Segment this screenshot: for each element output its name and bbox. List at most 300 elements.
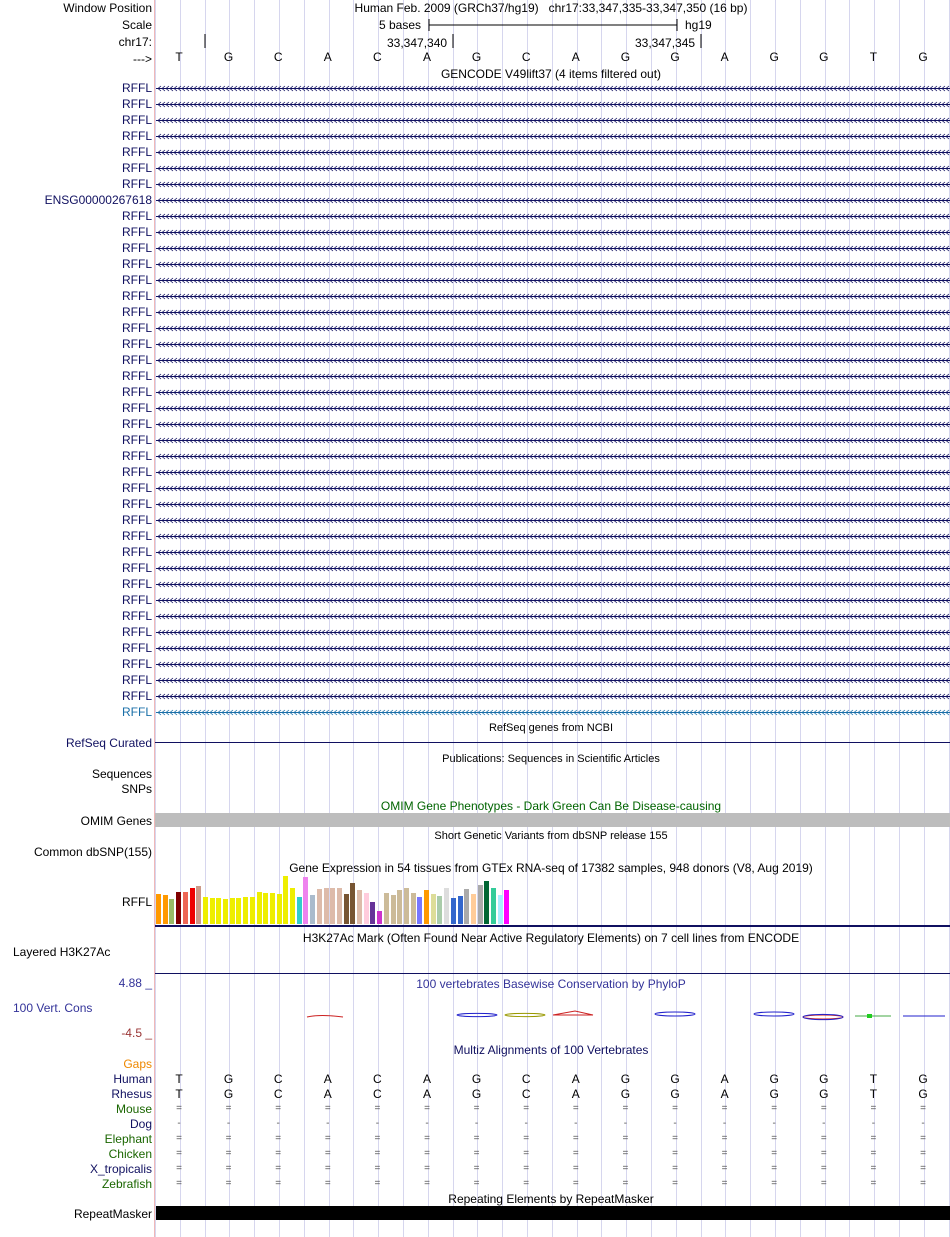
scale-label: Scale bbox=[121, 18, 152, 32]
alignment-base: C bbox=[373, 1072, 382, 1086]
dbsnp-label[interactable]: Common dbSNP(155) bbox=[33, 845, 152, 859]
gencode-row-label[interactable]: RFFL bbox=[122, 401, 152, 415]
phylop-track-label[interactable]: 100 Vert. Cons bbox=[13, 1001, 93, 1015]
gtex-tissue-bar[interactable] bbox=[330, 888, 335, 924]
alignment-base: = bbox=[771, 1133, 778, 1144]
alignment-base: = bbox=[225, 1148, 232, 1159]
repeatmasker-block[interactable] bbox=[156, 1206, 950, 1220]
gencode-transcript-line[interactable] bbox=[156, 214, 950, 219]
gencode-row-label[interactable]: RFFL bbox=[122, 545, 152, 559]
gencode-transcript-line[interactable] bbox=[156, 550, 950, 555]
gencode-row-label[interactable]: RFFL bbox=[122, 417, 152, 431]
alignment-base: = bbox=[820, 1103, 827, 1114]
gencode-transcript-line[interactable] bbox=[156, 246, 950, 251]
gencode-transcript-line[interactable] bbox=[156, 614, 950, 619]
gtex-tissue-bar[interactable] bbox=[230, 898, 235, 924]
gtex-tissue-bar[interactable] bbox=[190, 888, 195, 924]
alignment-base: - bbox=[375, 1118, 380, 1129]
alignment-base: = bbox=[374, 1163, 381, 1174]
track-image-area[interactable] bbox=[155, 0, 950, 1237]
gtex-tissue-bar[interactable] bbox=[364, 893, 369, 924]
alignment-base: A bbox=[422, 1087, 432, 1101]
alignment-base: - bbox=[623, 1118, 628, 1129]
gtex-tissue-bar[interactable] bbox=[350, 883, 355, 924]
gencode-row-label[interactable]: ENSG00000267618 bbox=[44, 193, 152, 207]
gencode-row-label[interactable]: RFFL bbox=[122, 385, 152, 399]
gtex-tissue-bar[interactable] bbox=[464, 889, 469, 924]
gtex-tissue-bar[interactable] bbox=[223, 899, 228, 924]
gtex-tissue-bar[interactable] bbox=[384, 893, 389, 924]
gencode-transcript-line[interactable] bbox=[156, 486, 950, 491]
gtex-tissue-bar[interactable] bbox=[169, 899, 174, 924]
alignment-base: = bbox=[721, 1163, 728, 1174]
base-letter: C bbox=[373, 50, 382, 64]
window-position-label: Window Position bbox=[63, 1, 152, 15]
gtex-tissue-bar[interactable] bbox=[478, 885, 483, 924]
alignment-base: = bbox=[473, 1148, 480, 1159]
alignment-base: = bbox=[820, 1178, 827, 1189]
gtex-tissue-bar[interactable] bbox=[504, 890, 509, 924]
gencode-transcript-line[interactable] bbox=[156, 326, 950, 331]
gencode-transcript-line[interactable] bbox=[156, 582, 950, 587]
base-letter: C bbox=[521, 50, 531, 64]
alignment-base: G bbox=[471, 1087, 482, 1101]
gtex-tissue-bar[interactable] bbox=[484, 881, 489, 924]
alignment-base: = bbox=[920, 1103, 926, 1114]
alignment-base: A bbox=[323, 1087, 332, 1101]
gtex-tissue-bar[interactable] bbox=[163, 895, 168, 924]
gencode-transcript-line[interactable] bbox=[156, 134, 950, 139]
gencode-row-label[interactable]: RFFL bbox=[122, 529, 152, 543]
gencode-transcript-line[interactable] bbox=[156, 166, 950, 171]
alignment-base: - bbox=[822, 1118, 826, 1129]
gencode-row-label[interactable]: RFFL bbox=[122, 705, 152, 719]
species-label: Elephant bbox=[104, 1132, 152, 1146]
gencode-transcript-line[interactable] bbox=[156, 630, 950, 635]
alignment-base: = bbox=[523, 1163, 530, 1174]
gtex-tissue-bar[interactable] bbox=[156, 894, 161, 924]
coord-label-1: 33,347,340 bbox=[387, 36, 448, 50]
h3k27ac-label[interactable]: Layered H3K27Ac bbox=[13, 945, 111, 959]
alignment-base: G bbox=[819, 1087, 829, 1101]
alignment-base: - bbox=[574, 1118, 578, 1129]
alignment-base: = bbox=[870, 1178, 877, 1189]
base-letter: A bbox=[323, 50, 332, 64]
publications-label-snps[interactable]: SNPs bbox=[121, 782, 152, 796]
alignment-base: - bbox=[524, 1118, 528, 1129]
h3k27ac-track-title: H3K27Ac Mark (Often Found Near Active Regulatory Elements) on 7 cell lines from ENCODE bbox=[302, 931, 800, 945]
gencode-row-label[interactable]: RFFL bbox=[122, 593, 152, 607]
track-labels-column bbox=[0, 0, 154, 1237]
gencode-transcript-line[interactable] bbox=[156, 454, 950, 459]
alignment-base: = bbox=[572, 1163, 579, 1174]
alignment-base: = bbox=[523, 1103, 530, 1114]
gaps-label: Gaps bbox=[123, 1057, 152, 1071]
gtex-tissue-bar[interactable] bbox=[257, 892, 262, 924]
gencode-row-label[interactable]: RFFL bbox=[122, 273, 152, 287]
refseq-track-title: RefSeq genes from NCBI bbox=[488, 722, 614, 734]
species-label: Human bbox=[113, 1072, 152, 1086]
base-letter: A bbox=[571, 50, 580, 64]
alignment-base: A bbox=[422, 1072, 432, 1086]
gencode-row-label[interactable]: RFFL bbox=[122, 657, 152, 671]
alignment-base: = bbox=[622, 1103, 629, 1114]
alignment-base: = bbox=[721, 1133, 728, 1144]
gtex-tissue-bar[interactable] bbox=[444, 888, 449, 924]
gencode-transcript-line[interactable] bbox=[156, 390, 950, 395]
gtex-tissue-bar[interactable] bbox=[250, 897, 255, 924]
gencode-row-label[interactable]: RFFL bbox=[122, 513, 152, 527]
gencode-row-label[interactable]: RFFL bbox=[122, 561, 152, 575]
gencode-row-label[interactable]: RFFL bbox=[122, 609, 152, 623]
alignment-base: = bbox=[672, 1163, 678, 1174]
base-letter: G bbox=[918, 50, 928, 64]
gtex-tissue-bar[interactable] bbox=[283, 876, 288, 924]
alignment-base: G bbox=[918, 1072, 928, 1086]
gtex-tissue-bar[interactable] bbox=[498, 895, 503, 924]
alignment-base: = bbox=[622, 1178, 629, 1189]
alignment-base: = bbox=[176, 1103, 182, 1114]
gtex-tissue-bar[interactable] bbox=[303, 877, 308, 924]
alignment-base: = bbox=[721, 1148, 728, 1159]
gtex-tissue-bar[interactable] bbox=[203, 897, 208, 924]
alignment-base: = bbox=[275, 1163, 282, 1174]
alignment-base: = bbox=[225, 1133, 232, 1144]
phylop-ymin-label: -4.5 _ bbox=[121, 1026, 152, 1040]
gtex-tissue-bar[interactable] bbox=[216, 898, 221, 924]
gencode-transcript-line[interactable] bbox=[156, 422, 950, 427]
gencode-row-label[interactable]: RFFL bbox=[122, 209, 152, 223]
gencode-transcript-line[interactable] bbox=[156, 470, 950, 475]
alignment-base: = bbox=[870, 1103, 877, 1114]
gtex-tissue-bar[interactable] bbox=[451, 898, 456, 924]
alignment-base: = bbox=[672, 1178, 678, 1189]
gtex-tissue-bar[interactable] bbox=[176, 892, 181, 924]
alignment-base: - bbox=[871, 1118, 876, 1129]
phylop-track-title: 100 vertebrates Basewise Conservation by PhyloP bbox=[416, 977, 686, 991]
alignment-base: = bbox=[176, 1178, 182, 1189]
alignment-base: = bbox=[275, 1178, 282, 1189]
alignment-base: = bbox=[721, 1178, 728, 1189]
alignment-base: = bbox=[424, 1148, 430, 1159]
gencode-track-title: GENCODE V49lift37 (4 items filtered out) bbox=[440, 67, 662, 81]
alignment-base: = bbox=[473, 1103, 480, 1114]
publications-track-title: Publications: Sequences in Scientific Articles bbox=[442, 753, 660, 765]
gencode-row-label[interactable]: RFFL bbox=[122, 481, 152, 495]
alignment-base: = bbox=[523, 1178, 530, 1189]
alignment-base: = bbox=[324, 1133, 331, 1144]
alignment-base: - bbox=[226, 1118, 231, 1129]
gtex-track-baseline bbox=[155, 925, 950, 927]
alignment-base: = bbox=[275, 1148, 282, 1159]
alignment-base: G bbox=[769, 1072, 779, 1086]
alignment-base: G bbox=[620, 1087, 631, 1101]
gtex-tissue-bar[interactable] bbox=[404, 888, 409, 924]
alignment-base: - bbox=[326, 1118, 330, 1129]
alignment-base: C bbox=[273, 1072, 283, 1086]
gencode-row-label[interactable]: RFFL bbox=[122, 641, 152, 655]
gencode-transcript-line[interactable] bbox=[156, 262, 950, 267]
alignment-base: = bbox=[820, 1163, 827, 1174]
alignment-base: = bbox=[870, 1163, 877, 1174]
gencode-row-label[interactable]: RFFL bbox=[122, 257, 152, 271]
gtex-tissue-bar[interactable] bbox=[471, 894, 476, 924]
phylop-signal[interactable] bbox=[155, 1005, 950, 1025]
gtex-tissue-bar[interactable] bbox=[431, 894, 436, 924]
base-letter: G bbox=[620, 50, 631, 64]
gencode-row-label[interactable]: RFFL bbox=[122, 145, 152, 159]
strand-label: ---> bbox=[133, 52, 152, 66]
alignment-base: - bbox=[425, 1118, 429, 1129]
gencode-gene-lines[interactable] bbox=[155, 0, 950, 730]
alignment-base: - bbox=[921, 1118, 925, 1129]
alignment-base: = bbox=[424, 1103, 430, 1114]
gtex-tissue-bar[interactable] bbox=[357, 890, 362, 924]
gtex-tissue-bar[interactable] bbox=[236, 898, 241, 924]
phylop-ymax-label: 4.88 _ bbox=[118, 976, 152, 990]
species-label: Rhesus bbox=[111, 1087, 152, 1101]
species-label: Zebrafish bbox=[101, 1177, 152, 1191]
alignment-base: - bbox=[722, 1118, 727, 1129]
gencode-transcript-line[interactable] bbox=[156, 406, 950, 411]
base-letter: A bbox=[422, 50, 432, 64]
repeatmasker-label[interactable]: RepeatMasker bbox=[73, 1207, 152, 1221]
gtex-tissue-bar[interactable] bbox=[317, 889, 322, 924]
gencode-transcript-line[interactable] bbox=[156, 86, 950, 91]
gencode-transcript-line[interactable] bbox=[156, 662, 950, 667]
gtex-label[interactable]: RFFL bbox=[122, 895, 152, 909]
gencode-transcript-line[interactable] bbox=[156, 150, 950, 155]
gencode-transcript-line[interactable] bbox=[156, 502, 950, 507]
alignment-base: - bbox=[673, 1118, 677, 1129]
gencode-transcript-line[interactable] bbox=[156, 566, 950, 571]
alignment-base: = bbox=[771, 1163, 778, 1174]
omim-track-band[interactable] bbox=[155, 813, 950, 827]
gencode-row-label[interactable]: RFFL bbox=[122, 321, 152, 335]
gtex-tissue-bar[interactable] bbox=[344, 894, 349, 924]
gencode-row-label[interactable]: RFFL bbox=[122, 577, 152, 591]
gencode-row-label[interactable]: RFFL bbox=[122, 433, 152, 447]
gencode-transcript-line[interactable] bbox=[156, 646, 950, 651]
gencode-transcript-line[interactable] bbox=[156, 534, 950, 539]
alignment-base: G bbox=[918, 1087, 928, 1101]
alignment-base: G bbox=[769, 1087, 779, 1101]
gencode-row-label[interactable]: RFFL bbox=[122, 497, 152, 511]
alignment-base: = bbox=[572, 1148, 579, 1159]
gencode-transcript-line[interactable] bbox=[156, 182, 950, 187]
alignment-base: = bbox=[324, 1103, 331, 1114]
alignment-base: = bbox=[275, 1103, 282, 1114]
base-letter: A bbox=[720, 50, 729, 64]
gencode-row-label[interactable]: RFFL bbox=[122, 177, 152, 191]
alignment-base: = bbox=[374, 1148, 381, 1159]
gtex-tissue-bar[interactable] bbox=[290, 888, 295, 924]
gencode-transcript-line[interactable] bbox=[156, 118, 950, 123]
gencode-row-label[interactable]: RFFL bbox=[122, 97, 152, 111]
gencode-transcript-line[interactable] bbox=[156, 598, 950, 603]
alignment-base: G bbox=[223, 1072, 234, 1086]
species-label: Chicken bbox=[108, 1147, 152, 1161]
alignment-base: = bbox=[920, 1133, 926, 1144]
db-text: hg19 bbox=[685, 18, 712, 32]
coord-label-2: 33,347,345 bbox=[635, 36, 696, 50]
alignment-base: = bbox=[622, 1163, 629, 1174]
alignment-base: = bbox=[572, 1133, 579, 1144]
base-letter: T bbox=[175, 50, 183, 64]
alignment-base: = bbox=[672, 1148, 678, 1159]
alignment-base: = bbox=[572, 1178, 579, 1189]
gencode-row-label[interactable]: RFFL bbox=[122, 305, 152, 319]
gencode-transcript-line[interactable] bbox=[156, 310, 950, 315]
gencode-row-label[interactable]: RFFL bbox=[122, 337, 152, 351]
alignment-base: = bbox=[672, 1133, 678, 1144]
alignment-base: = bbox=[870, 1133, 877, 1144]
refseq-label[interactable]: RefSeq Curated bbox=[65, 736, 152, 750]
alignment-base: G bbox=[471, 1072, 482, 1086]
alignment-base: - bbox=[772, 1118, 776, 1129]
gencode-transcript-line[interactable] bbox=[156, 230, 950, 235]
omim-label[interactable]: OMIM Genes bbox=[80, 814, 152, 828]
alignment-base: = bbox=[920, 1163, 926, 1174]
alignment-base: = bbox=[176, 1148, 182, 1159]
alignment-base: = bbox=[473, 1163, 480, 1174]
gtex-tissue-bar[interactable] bbox=[243, 897, 248, 924]
alignment-base: = bbox=[523, 1133, 530, 1144]
gencode-transcript-line[interactable] bbox=[156, 710, 950, 715]
gtex-bar-chart[interactable] bbox=[156, 876, 536, 924]
gencode-transcript-line[interactable] bbox=[156, 358, 950, 363]
gencode-row-label[interactable]: RFFL bbox=[122, 673, 152, 687]
base-letter: T bbox=[869, 50, 878, 64]
gtex-tissue-bar[interactable] bbox=[310, 895, 315, 924]
species-label: X_tropicalis bbox=[89, 1162, 152, 1176]
gtex-tissue-bar[interactable] bbox=[263, 893, 268, 924]
alignment-base: = bbox=[324, 1178, 331, 1189]
alignment-base: = bbox=[374, 1178, 381, 1189]
gencode-row-label[interactable]: RFFL bbox=[122, 225, 152, 239]
gtex-tissue-bar[interactable] bbox=[411, 893, 416, 924]
gtex-tissue-bar[interactable] bbox=[324, 888, 329, 924]
gtex-tissue-bar[interactable] bbox=[277, 894, 282, 924]
gtex-tissue-bar[interactable] bbox=[391, 895, 396, 924]
alignment-base: = bbox=[622, 1148, 629, 1159]
alignment-base: = bbox=[771, 1178, 778, 1189]
alignment-base: A bbox=[571, 1072, 580, 1086]
gencode-transcript-line[interactable] bbox=[156, 342, 950, 347]
alignment-base: = bbox=[225, 1163, 232, 1174]
alignment-base: = bbox=[870, 1148, 877, 1159]
alignment-base: = bbox=[523, 1148, 530, 1159]
alignment-base: = bbox=[572, 1103, 579, 1114]
alignment-base: = bbox=[225, 1178, 232, 1189]
alignment-base: = bbox=[374, 1103, 381, 1114]
alignment-base: = bbox=[424, 1163, 430, 1174]
gencode-transcript-line[interactable] bbox=[156, 278, 950, 283]
gencode-transcript-line[interactable] bbox=[156, 694, 950, 699]
gencode-row-label[interactable]: RFFL bbox=[122, 113, 152, 127]
alignment-base: - bbox=[276, 1118, 280, 1129]
alignment-base: C bbox=[521, 1072, 531, 1086]
gtex-tissue-bar[interactable] bbox=[370, 902, 375, 924]
gtex-tissue-bar[interactable] bbox=[297, 897, 302, 924]
alignment-base: = bbox=[771, 1103, 778, 1114]
base-letter: G bbox=[819, 50, 829, 64]
alignment-base: T bbox=[175, 1072, 183, 1086]
gtex-tissue-bar[interactable] bbox=[458, 896, 463, 924]
gencode-row-label[interactable]: RFFL bbox=[122, 241, 152, 255]
gencode-row-label[interactable]: RFFL bbox=[122, 129, 152, 143]
alignment-base: A bbox=[720, 1087, 729, 1101]
gencode-row-label[interactable]: RFFL bbox=[122, 353, 152, 367]
gtex-tissue-bar[interactable] bbox=[270, 893, 275, 924]
gtex-tissue-bar[interactable] bbox=[437, 896, 442, 924]
gtex-tissue-bar[interactable] bbox=[377, 911, 382, 924]
alignment-base: = bbox=[424, 1133, 430, 1144]
gencode-row-label[interactable]: RFFL bbox=[122, 161, 152, 175]
gtex-tissue-bar[interactable] bbox=[417, 897, 422, 924]
position-text: chr17:33,347,335-33,347,350 (16 bp) bbox=[548, 1, 748, 15]
alignment-base: C bbox=[373, 1087, 382, 1101]
gencode-transcript-line[interactable] bbox=[156, 438, 950, 443]
gtex-tissue-bar[interactable] bbox=[491, 888, 496, 924]
multiz-track-title: Multiz Alignments of 100 Vertebrates bbox=[453, 1043, 649, 1057]
chrom-label: chr17: bbox=[118, 35, 152, 49]
alignment-base: - bbox=[177, 1118, 181, 1129]
gencode-row-label[interactable]: RFFL bbox=[122, 465, 152, 479]
base-letter: C bbox=[273, 50, 283, 64]
alignment-base: T bbox=[869, 1087, 878, 1101]
alignment-base: = bbox=[473, 1178, 480, 1189]
gtex-track-title: Gene Expression in 54 tissues from GTEx RNA-seq of 17382 samples, 948 donors (V8, Aug 2019) bbox=[289, 861, 813, 875]
gencode-transcript-line[interactable] bbox=[156, 374, 950, 379]
gtex-tissue-bar[interactable] bbox=[337, 888, 342, 924]
gtex-tissue-bar[interactable] bbox=[397, 890, 402, 924]
base-letter: G bbox=[769, 50, 779, 64]
base-letter: G bbox=[223, 50, 234, 64]
gencode-transcript-line[interactable] bbox=[156, 102, 950, 107]
alignment-base: T bbox=[869, 1072, 878, 1086]
alignment-base: A bbox=[720, 1072, 729, 1086]
alignment-base: = bbox=[324, 1148, 331, 1159]
alignment-base: = bbox=[176, 1133, 182, 1144]
gencode-row-label[interactable]: RFFL bbox=[122, 369, 152, 383]
gencode-transcript-line[interactable] bbox=[156, 294, 950, 299]
alignment-base: G bbox=[620, 1072, 631, 1086]
gencode-row-label[interactable]: RFFL bbox=[122, 689, 152, 703]
alignment-base: = bbox=[721, 1103, 728, 1114]
gencode-row-label[interactable]: RFFL bbox=[122, 289, 152, 303]
alignment-base: = bbox=[176, 1163, 182, 1174]
gencode-transcript-line[interactable] bbox=[156, 678, 950, 683]
alignment-base: = bbox=[920, 1178, 926, 1189]
gencode-row-label[interactable]: RFFL bbox=[122, 625, 152, 639]
gencode-row-label[interactable]: RFFL bbox=[122, 449, 152, 463]
alignment-base: = bbox=[820, 1133, 827, 1144]
gtex-tissue-bar[interactable] bbox=[183, 892, 188, 924]
alignment-base: G bbox=[670, 1072, 680, 1086]
gencode-transcript-line[interactable] bbox=[156, 198, 950, 203]
gencode-row-label[interactable]: RFFL bbox=[122, 81, 152, 95]
h3k27ac-track-line bbox=[155, 973, 950, 974]
gtex-tissue-bar[interactable] bbox=[424, 890, 429, 924]
gtex-tissue-bar[interactable] bbox=[210, 898, 215, 924]
alignment-base: C bbox=[521, 1087, 531, 1101]
gtex-tissue-bar[interactable] bbox=[196, 886, 201, 924]
refseq-track-line bbox=[155, 742, 950, 743]
publications-label[interactable]: Sequences bbox=[91, 767, 152, 781]
gencode-transcript-line[interactable] bbox=[156, 518, 950, 523]
assembly-text: Human Feb. 2009 (GRCh37/hg19) bbox=[354, 1, 539, 15]
